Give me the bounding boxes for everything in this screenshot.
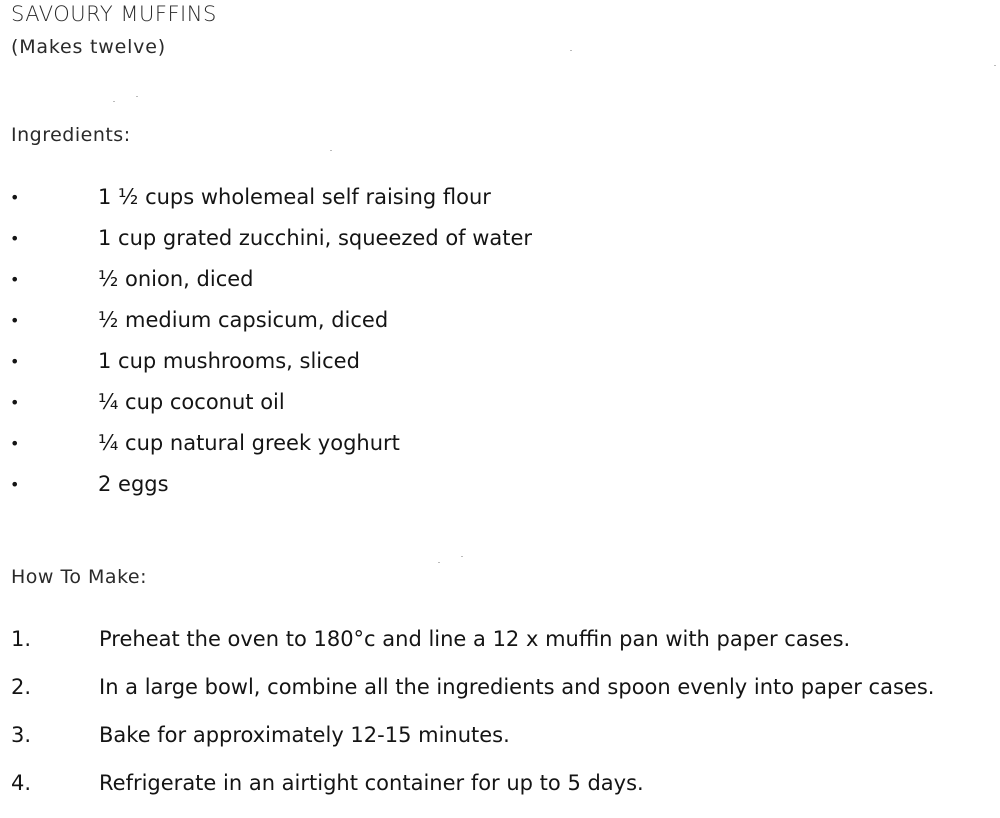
bullet-icon: •	[10, 270, 20, 289]
ingredient-text: ¼ cup coconut oil	[98, 390, 285, 414]
scan-speck	[136, 96, 138, 97]
ingredients-heading: Ingredients:	[11, 124, 131, 146]
scan-speck	[330, 150, 332, 151]
ingredient-text: ¼ cup natural greek yoghurt	[98, 431, 400, 455]
method-heading: How To Make:	[11, 566, 147, 588]
step-text: Preheat the oven to 180°c and line a 12 x muffin pan with paper cases.	[99, 627, 851, 651]
bullet-icon: •	[10, 393, 20, 412]
recipe-yield: (Makes twelve)	[11, 36, 166, 58]
ingredient-text: 1 cup grated zucchini, squeezed of water	[98, 226, 533, 250]
ingredient-text: 1 cup mushrooms, sliced	[98, 349, 360, 373]
step-text: Refrigerate in an airtight container for up to 5 days.	[99, 771, 644, 795]
bullet-icon: •	[10, 311, 20, 330]
scan-speck	[994, 65, 996, 66]
step-number: 2.	[11, 675, 32, 699]
ingredient-text: 2 eggs	[98, 472, 169, 496]
bullet-icon: •	[10, 188, 20, 207]
step-text: Bake for approximately 12-15 minutes.	[99, 723, 510, 747]
bullet-icon: •	[10, 229, 20, 248]
step-number: 3.	[11, 723, 32, 747]
scan-speck	[438, 562, 440, 563]
ingredient-text: ½ medium capsicum, diced	[98, 308, 389, 332]
scan-speck	[570, 50, 572, 51]
bullet-icon: •	[10, 434, 20, 453]
step-text: In a large bowl, combine all the ingredients and spoon evenly into paper cases.	[99, 675, 935, 699]
ingredient-text: ½ onion, diced	[98, 267, 254, 291]
step-number: 1.	[11, 627, 32, 651]
recipe-title: SAVOURY MUFFINS	[11, 2, 217, 26]
bullet-icon: •	[10, 352, 20, 371]
ingredient-text: 1 ½ cups wholemeal self raising flour	[98, 185, 491, 209]
step-number: 4.	[11, 771, 32, 795]
scan-speck	[113, 101, 115, 102]
scan-speck	[461, 556, 463, 557]
bullet-icon: •	[10, 475, 20, 494]
